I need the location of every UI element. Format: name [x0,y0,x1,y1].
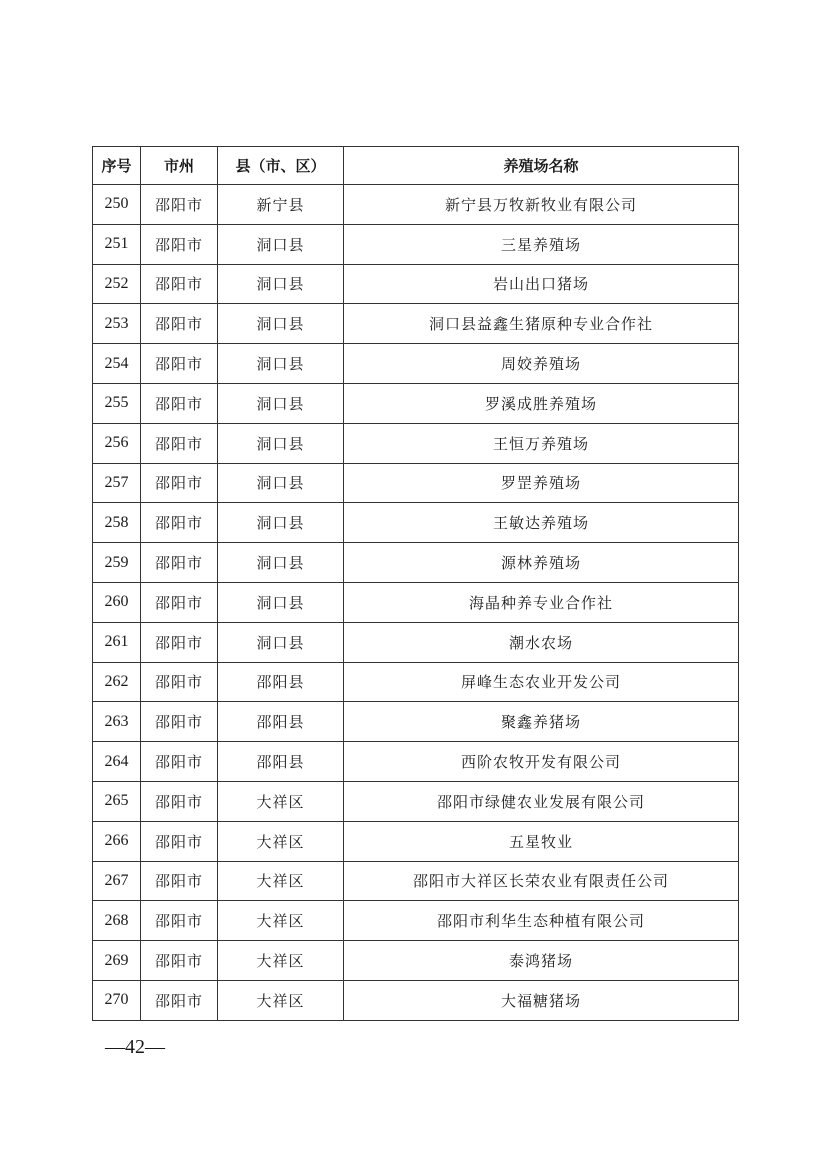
cell-index: 268 [93,901,141,941]
cell-city: 邵阳市 [141,383,218,423]
cell-farm-name: 邵阳市绿健农业发展有限公司 [344,781,739,821]
cell-county: 洞口县 [218,224,344,264]
cell-city: 邵阳市 [141,941,218,981]
cell-farm-name: 王恒万养殖场 [344,423,739,463]
cell-farm-name: 周姣养殖场 [344,344,739,384]
cell-farm-name: 新宁县万牧新牧业有限公司 [344,185,739,225]
table-row [93,622,739,662]
cell-county: 邵阳县 [218,702,344,742]
header-county: 县（市、区） [218,147,344,185]
cell-index: 252 [93,264,141,304]
cell-county: 洞口县 [218,344,344,384]
header-city: 市州 [141,147,218,185]
cell-city: 邵阳市 [141,901,218,941]
table-row [93,224,739,264]
cell-county: 洞口县 [218,463,344,503]
table-row [93,742,739,782]
cell-farm-name: 屏峰生态农业开发公司 [344,662,739,702]
cell-farm-name: 源林养殖场 [344,543,739,583]
cell-city: 邵阳市 [141,742,218,782]
cell-index: 265 [93,781,141,821]
cell-farm-name: 大福糖猪场 [344,980,739,1020]
cell-county: 大祥区 [218,980,344,1020]
cell-farm-name: 海晶种养专业合作社 [344,582,739,622]
cell-farm-name: 洞口县益鑫生猪原种专业合作社 [344,304,739,344]
farm-list-table [92,146,739,1021]
cell-index: 255 [93,383,141,423]
cell-index: 263 [93,702,141,742]
cell-index: 266 [93,821,141,861]
cell-index: 257 [93,463,141,503]
cell-city: 邵阳市 [141,821,218,861]
table-row [93,503,739,543]
table-body [93,185,739,1021]
cell-index: 262 [93,662,141,702]
table-row [93,901,739,941]
table-row [93,344,739,384]
table-row [93,781,739,821]
cell-index: 250 [93,185,141,225]
cell-farm-name: 王敏达养殖场 [344,503,739,543]
cell-county: 邵阳县 [218,662,344,702]
cell-farm-name: 西阶农牧开发有限公司 [344,742,739,782]
cell-farm-name: 潮水农场 [344,622,739,662]
cell-county: 洞口县 [218,304,344,344]
cell-city: 邵阳市 [141,503,218,543]
cell-index: 254 [93,344,141,384]
cell-city: 邵阳市 [141,582,218,622]
cell-county: 洞口县 [218,383,344,423]
table-row [93,383,739,423]
cell-city: 邵阳市 [141,264,218,304]
cell-county: 洞口县 [218,264,344,304]
cell-city: 邵阳市 [141,344,218,384]
cell-farm-name: 岩山出口猪场 [344,264,739,304]
cell-county: 洞口县 [218,543,344,583]
cell-index: 251 [93,224,141,264]
cell-farm-name: 邵阳市利华生态种植有限公司 [344,901,739,941]
page-number: —42— [105,1036,165,1058]
table-row [93,861,739,901]
cell-city: 邵阳市 [141,980,218,1020]
cell-city: 邵阳市 [141,185,218,225]
cell-city: 邵阳市 [141,463,218,503]
cell-county: 洞口县 [218,582,344,622]
cell-farm-name: 罗罡养殖场 [344,463,739,503]
cell-city: 邵阳市 [141,861,218,901]
cell-index: 264 [93,742,141,782]
cell-county: 新宁县 [218,185,344,225]
cell-farm-name: 泰鸿猪场 [344,941,739,981]
cell-farm-name: 三星养殖场 [344,224,739,264]
table-row [93,980,739,1020]
cell-index: 260 [93,582,141,622]
cell-county: 大祥区 [218,901,344,941]
cell-farm-name: 五星牧业 [344,821,739,861]
table-row [93,463,739,503]
table-row [93,264,739,304]
table-row [93,702,739,742]
cell-city: 邵阳市 [141,304,218,344]
cell-county: 大祥区 [218,781,344,821]
table-row [93,582,739,622]
table-header-row [93,147,739,185]
table-row [93,941,739,981]
cell-farm-name: 邵阳市大祥区长荣农业有限责任公司 [344,861,739,901]
cell-county: 邵阳县 [218,742,344,782]
cell-index: 258 [93,503,141,543]
cell-city: 邵阳市 [141,781,218,821]
cell-city: 邵阳市 [141,224,218,264]
table-row [93,423,739,463]
cell-county: 洞口县 [218,622,344,662]
cell-farm-name: 聚鑫养猪场 [344,702,739,742]
cell-index: 259 [93,543,141,583]
cell-index: 253 [93,304,141,344]
cell-county: 大祥区 [218,941,344,981]
cell-city: 邵阳市 [141,543,218,583]
cell-city: 邵阳市 [141,423,218,463]
table-row [93,662,739,702]
header-index: 序号 [93,147,141,185]
table-row [93,304,739,344]
cell-county: 洞口县 [218,423,344,463]
cell-county: 大祥区 [218,821,344,861]
table-row [93,543,739,583]
cell-city: 邵阳市 [141,662,218,702]
table-row [93,821,739,861]
cell-index: 270 [93,980,141,1020]
cell-county: 洞口县 [218,503,344,543]
cell-index: 256 [93,423,141,463]
cell-index: 269 [93,941,141,981]
cell-city: 邵阳市 [141,702,218,742]
table-row [93,185,739,225]
cell-county: 大祥区 [218,861,344,901]
cell-index: 267 [93,861,141,901]
cell-farm-name: 罗溪成胜养殖场 [344,383,739,423]
header-farm-name: 养殖场名称 [344,147,739,185]
cell-city: 邵阳市 [141,622,218,662]
cell-index: 261 [93,622,141,662]
